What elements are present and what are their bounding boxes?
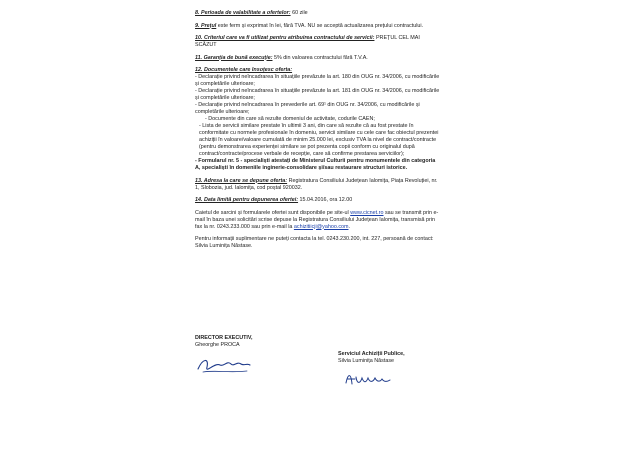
contact-paragraph — [195, 236, 440, 250]
procurement-title: Serviciul Achiziții Publice, — [338, 351, 405, 357]
section-13 — [195, 178, 440, 192]
website-link[interactable]: www.cicnet.ro — [350, 209, 384, 216]
section-9 — [195, 23, 440, 30]
section-11 — [195, 55, 440, 62]
director-signature — [195, 352, 255, 378]
section-9-text: este ferm și exprimat în lei, fără TVA. NU se acceptă actualizarea prețului contractului. — [216, 22, 424, 29]
section-8 — [195, 10, 440, 17]
section-12-item: - Declarație privind neîncadrarea în situațiile prevăzute la art. 181 din OUG nr. 34/2006, cu modificările și completările ulterioare; — [195, 88, 440, 101]
signature-block-director — [195, 335, 305, 378]
section-8-text: 60 zile — [290, 10, 308, 16]
info-paragraph — [195, 210, 440, 231]
section-13-text: Registratura Consiliului Județean Ialomița, Piața Revoluției, nr. 1, Slobozia, jud. Ialomița, cod poștal 920032. — [195, 177, 438, 191]
section-12-subitem: - Documente din care să rezulte domeniul de activitate, codurile CAEN; — [205, 116, 375, 122]
director-name: Gheorghe PROCA — [195, 342, 240, 348]
section-8-heading: 8. Perioada de valabilitate a ofertelor: — [195, 10, 291, 16]
section-12-item: - Declarație privind neîncadrarea în prevederile art. 69¹ din OUG nr. 34/2006, cu modificările și completările ulterioare; — [195, 102, 420, 115]
section-11-text: 5% din valoarea contractului fără T.V.A. — [272, 54, 368, 61]
director-title: DIRECTOR EXECUTIV, — [195, 335, 253, 341]
procurement-name: Silvia Luminița Năstase — [338, 358, 395, 364]
document-body — [195, 10, 440, 256]
section-12 — [195, 67, 440, 172]
info-text: . — [348, 223, 350, 230]
section-13-heading: 13. Adresa la care se depune oferta: — [195, 177, 288, 184]
signature-block-procurement — [338, 351, 448, 390]
section-11-heading: 11. Garanția de bună execuție: — [195, 54, 273, 61]
section-14 — [195, 197, 440, 204]
section-10-text: PREȚUL CEL MAI SCĂZUT — [195, 35, 420, 48]
contact-text: Pentru informații suplimentare ne puteți contacta la tel. 0243.230.200, int. 227, persoană de contact: Silvia Luminița Năstase. — [195, 236, 434, 249]
section-14-text: 15.04.2016, ora 12.00 — [298, 197, 353, 203]
section-14-heading: 14. Data limită pentru depunerea ofertei: — [195, 197, 299, 203]
section-12-heading: 12. Documentele care însoțesc oferta: — [195, 67, 293, 73]
section-10 — [195, 35, 440, 49]
section-10-heading: 10. Criteriul care va fi utilizat pentru atribuirea contractului de servicii: — [195, 35, 375, 41]
info-text: sau se transmit prin e-mail în baza unei solicitări scrise depuse la Registratura Consiliului Județean Ialomița, transmisă prin fax la nr. 0243.233.000 sau prin e-mail la — [195, 209, 439, 230]
section-12-item: - Declarație privind neîncadrarea în situațiile prevăzute la art. 180 din OUG nr. 34/2006, cu modificările și completările ulterioare; — [195, 74, 440, 87]
section-12-bold-item: - Formularul nr. 5 - specialiști atestați de Ministerul Culturii pentru monumentele din categoria A, specialiști în domeniile inginerie-consolidare și/sau restaurare structuri istorice. — [195, 158, 436, 171]
procurement-signature — [338, 368, 398, 390]
email-link[interactable]: achizitiicji@yahoo.com — [293, 223, 349, 230]
section-9-heading: 9. Prețul — [195, 22, 217, 29]
info-text: Caietul de sarcini și formularele ofertei sunt disponibile pe site-ul — [195, 209, 351, 216]
section-12-subitem: - Lista de servicii similare prestate în ultimii 3 ani, din care să rezulte că au fost prestate în conformitate cu normele profesionale în domeniu, servicii similare cu cele care fac obiectul prezentei achiziții în valoare/valoare cumulată de minim 25.000 lei, exclusiv TVA la nivel de contract/contracte (pentru demonstrarea experienței similare se pot prezenta copii conform cu originalul după contract/contracte/procese verbale de recepție, care să confirme prestarea serviciilor); — [199, 123, 439, 157]
